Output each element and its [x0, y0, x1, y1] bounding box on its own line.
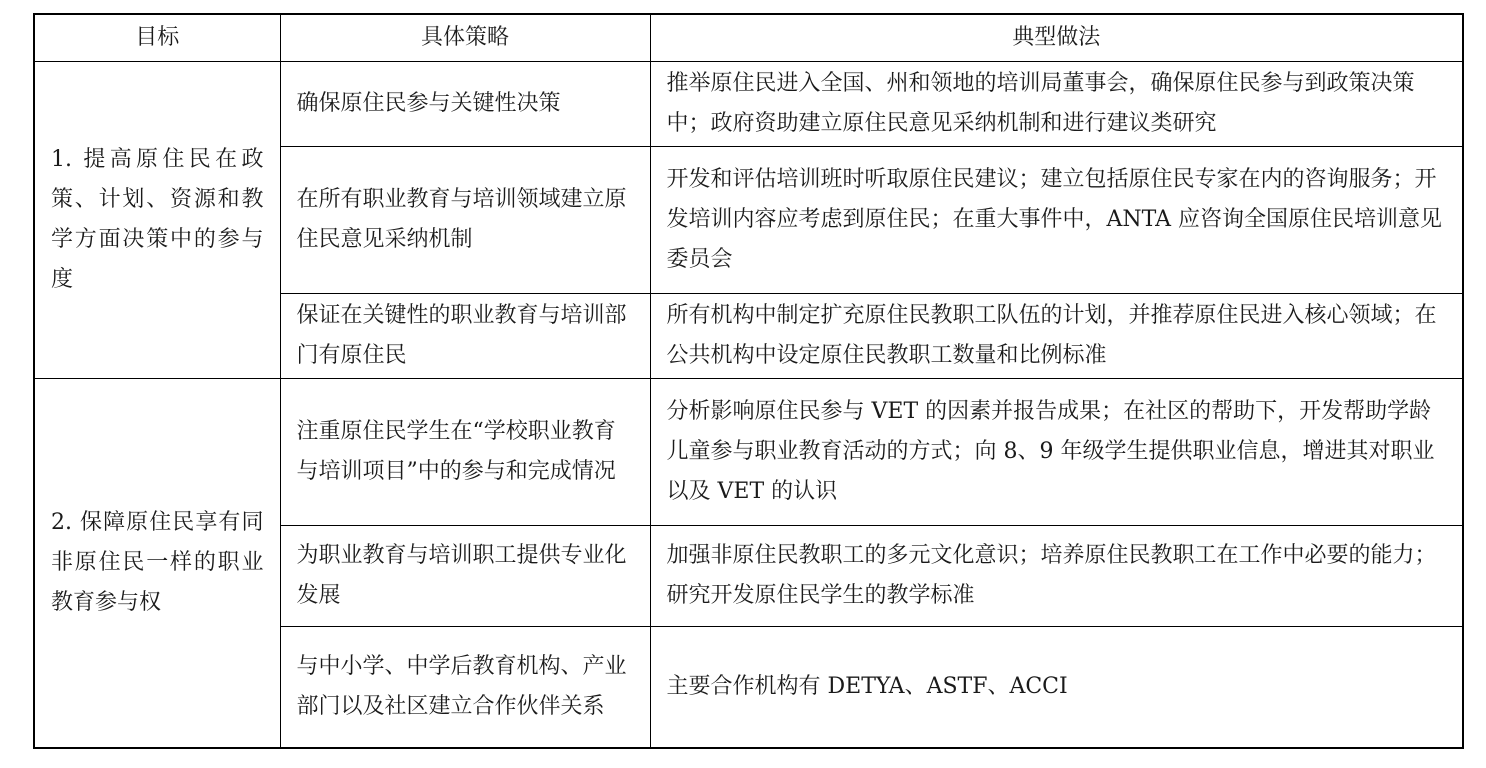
strategy-cell: 确保原住民参与关键性决策 [280, 62, 650, 147]
practice-cell: 主要合作机构有 DETYA、ASTF、ACCI [650, 627, 1463, 749]
strategy-cell: 为职业教育与培训职工提供专业化发展 [280, 526, 650, 627]
strategy-cell: 注重原住民学生在“学校职业教育与培训项目”中的参与和完成情况 [280, 379, 650, 526]
goal-cell-2: 2. 保障原住民享有同非原住民一样的职业教育参与权 [34, 379, 280, 749]
practice-cell: 所有机构中制定扩充原住民教职工队伍的计划，并推荐原住民进入核心领域；在公共机构中设定原住民教职工数量和比例标准 [650, 294, 1463, 379]
table-body [34, 62, 1463, 749]
strategy-cell: 在所有职业教育与培训领域建立原住民意见采纳机制 [280, 147, 650, 294]
strategy-cell: 保证在关键性的职业教育与培训部门有原住民 [280, 294, 650, 379]
strategy-cell: 与中小学、中学后教育机构、产业部门以及社区建立合作伙伴关系 [280, 627, 650, 749]
policy-table [33, 13, 1464, 749]
goal-cell-1: 1. 提高原住民在政策、计划、资源和教学方面决策中的参与度 [34, 62, 280, 379]
header-goal: 目标 [34, 14, 280, 62]
header-practice: 典型做法 [650, 14, 1463, 62]
table-row [34, 62, 1463, 147]
table-row [34, 379, 1463, 526]
header-row [34, 14, 1463, 62]
practice-cell: 推举原住民进入全国、州和领地的培训局董事会，确保原住民参与到政策决策中；政府资助建立原住民意见采纳机制和进行建议类研究 [650, 62, 1463, 147]
header-strategy: 具体策略 [280, 14, 650, 62]
practice-cell: 分析影响原住民参与 VET 的因素并报告成果；在社区的帮助下，开发帮助学龄儿童参与职业教育活动的方式；向 8、9 年级学生提供职业信息，增进其对职业以及 VET 的认识 [650, 379, 1463, 526]
table-header [34, 14, 1463, 62]
practice-cell: 加强非原住民教职工的多元文化意识；培养原住民教职工在工作中必要的能力；研究开发原住民学生的教学标准 [650, 526, 1463, 627]
practice-cell: 开发和评估培训班时听取原住民建议；建立包括原住民专家在内的咨询服务；开发培训内容应考虑到原住民；在重大事件中，ANTA 应咨询全国原住民培训意见委员会 [650, 147, 1463, 294]
